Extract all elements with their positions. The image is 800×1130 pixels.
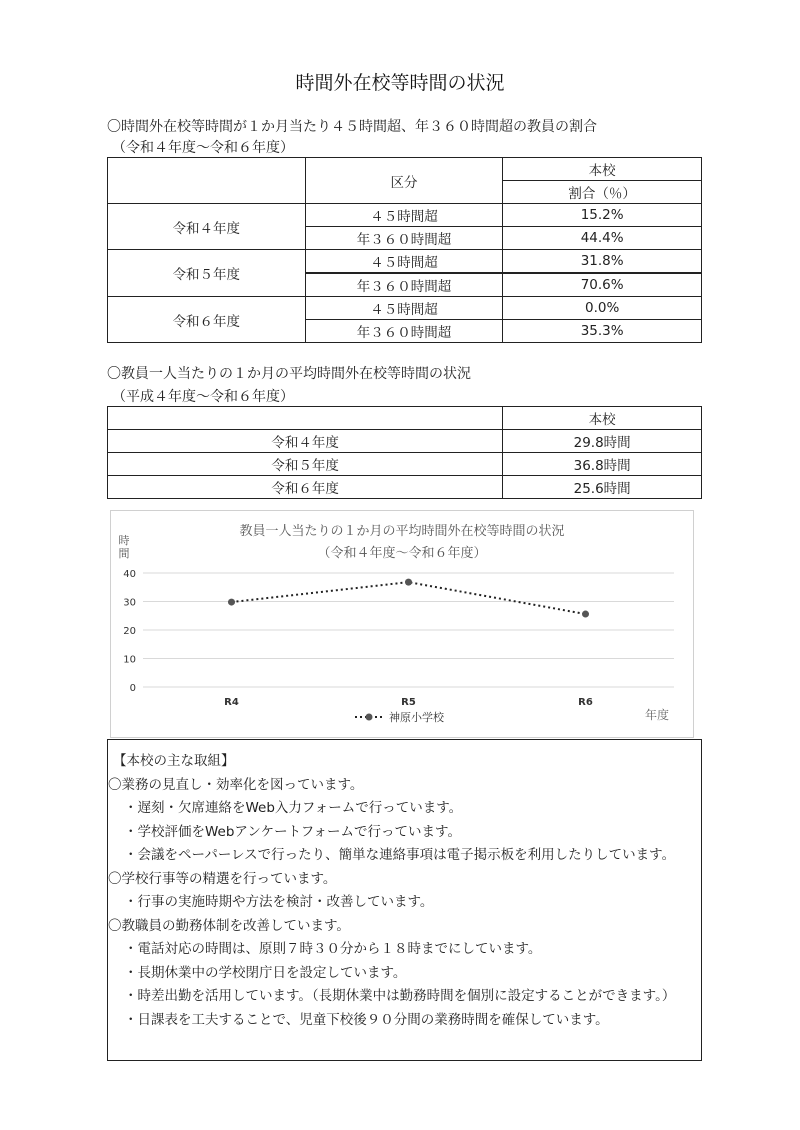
chart-svg xyxy=(111,511,693,737)
notes-subitem: ・遅刻・欠席連絡をWeb入力フォームで行っています。 xyxy=(124,800,463,816)
series-line xyxy=(232,582,586,614)
data-point xyxy=(228,599,235,606)
header-school: 本校 xyxy=(503,407,702,430)
year-cell: 令和５年度 xyxy=(108,453,503,476)
x-tick-label: R4 xyxy=(224,697,239,708)
ratio-cell: 15.2% xyxy=(503,204,702,227)
y-tick-label: 20 xyxy=(123,626,136,637)
category-cell: ４５時間超 xyxy=(305,250,503,274)
year-cell: 令和５年度 xyxy=(108,250,306,297)
y-tick-label: 30 xyxy=(123,597,136,609)
notes-subitem: ・会議をペーパーレスで行ったり、簡単な連絡事項は電子掲示板を利用したりしています。 xyxy=(124,847,676,863)
x-tick-label: R5 xyxy=(401,697,416,708)
legend-marker xyxy=(366,714,373,721)
notes-subitem: ・行事の実施時期や方法を検討・改善しています。 xyxy=(124,894,434,910)
ratio-cell: 35.3% xyxy=(503,320,702,343)
notes-title: 【本校の主な取組】 xyxy=(113,753,235,769)
table-corner-cell xyxy=(108,158,306,204)
section1-heading: 〇時間外在校等時間が１か月当たり４５時間超、年３６０時間超の教員の割合 xyxy=(107,119,597,135)
header-category: 区分 xyxy=(305,158,503,204)
x-tick-label: R6 xyxy=(578,697,593,708)
data-point xyxy=(405,579,412,586)
initiatives-box xyxy=(107,739,702,1061)
header-ratio: 割合（％） xyxy=(503,181,702,204)
y-tick-label: 40 xyxy=(123,569,136,580)
notes-subitem: ・日課表を工夫することで、児童下校後９０分間の業務時間を確保しています。 xyxy=(124,1011,609,1028)
average-overtime-table xyxy=(107,406,702,499)
category-cell: ４５時間超 xyxy=(305,297,503,320)
legend-label: 神原小学校 xyxy=(389,711,444,724)
y-axis-label: 時間 xyxy=(118,534,130,560)
year-cell: 令和４年度 xyxy=(108,204,306,250)
overtime-line-chart xyxy=(110,510,694,738)
notes-subitem: ・学校評価をWebアンケートフォームで行っています。 xyxy=(124,823,461,840)
section2-heading: 〇教員一人当たりの１か月の平均時間外在校等時間の状況 xyxy=(107,366,471,382)
table-corner-cell xyxy=(108,407,503,430)
category-cell: 年３６０時間超 xyxy=(305,273,503,297)
notes-item: 〇学校行事等の精選を行っています。 xyxy=(108,870,337,887)
y-tick-label: 0 xyxy=(129,683,136,694)
notes-subitem: ・時差出勤を活用しています。（長期休業中は勤務時間を個別に設定することができます。） xyxy=(124,988,676,1004)
page-title: 時間外在校等時間の状況 xyxy=(295,72,505,94)
header-school: 本校 xyxy=(503,158,702,181)
year-cell: 令和６年度 xyxy=(108,476,503,499)
chart-subtitle: （令和４年度～令和６年度） xyxy=(317,546,487,561)
section1-period: （令和４年度～令和６年度） xyxy=(112,140,294,156)
notes-subitem: ・電話対応の時間は、原則７時３０分から１８時までにしています。 xyxy=(124,941,542,957)
year-cell: 令和４年度 xyxy=(108,430,503,453)
ratio-cell: 31.8% xyxy=(503,250,702,274)
hours-cell: 36.8時間 xyxy=(503,453,702,476)
year-cell: 令和６年度 xyxy=(108,297,306,343)
notes-subitem: ・長期休業中の学校閉庁日を設定しています。 xyxy=(124,964,407,981)
category-cell: ４５時間超 xyxy=(305,204,503,227)
y-tick-label: 10 xyxy=(123,654,136,666)
ratio-cell: 70.6% xyxy=(503,273,702,297)
section2-period: （平成４年度～令和６年度） xyxy=(112,389,294,405)
chart-title: 教員一人当たりの１か月の平均時間外在校等時間の状況 xyxy=(239,524,565,539)
ratio-cell: 0.0% xyxy=(503,297,702,320)
notes-item: 〇業務の見直し・効率化を図っています。 xyxy=(108,776,364,793)
x-axis-label: 年度 xyxy=(644,708,670,722)
overtime-ratio-table xyxy=(107,157,702,343)
data-point xyxy=(582,611,589,618)
category-cell: 年３６０時間超 xyxy=(305,227,503,250)
hours-cell: 29.8時間 xyxy=(503,430,702,453)
hours-cell: 25.6時間 xyxy=(503,476,702,499)
category-cell: 年３６０時間超 xyxy=(305,320,503,343)
ratio-cell: 44.4% xyxy=(503,227,702,250)
notes-item: 〇教職員の勤務体制を改善しています。 xyxy=(108,917,350,934)
